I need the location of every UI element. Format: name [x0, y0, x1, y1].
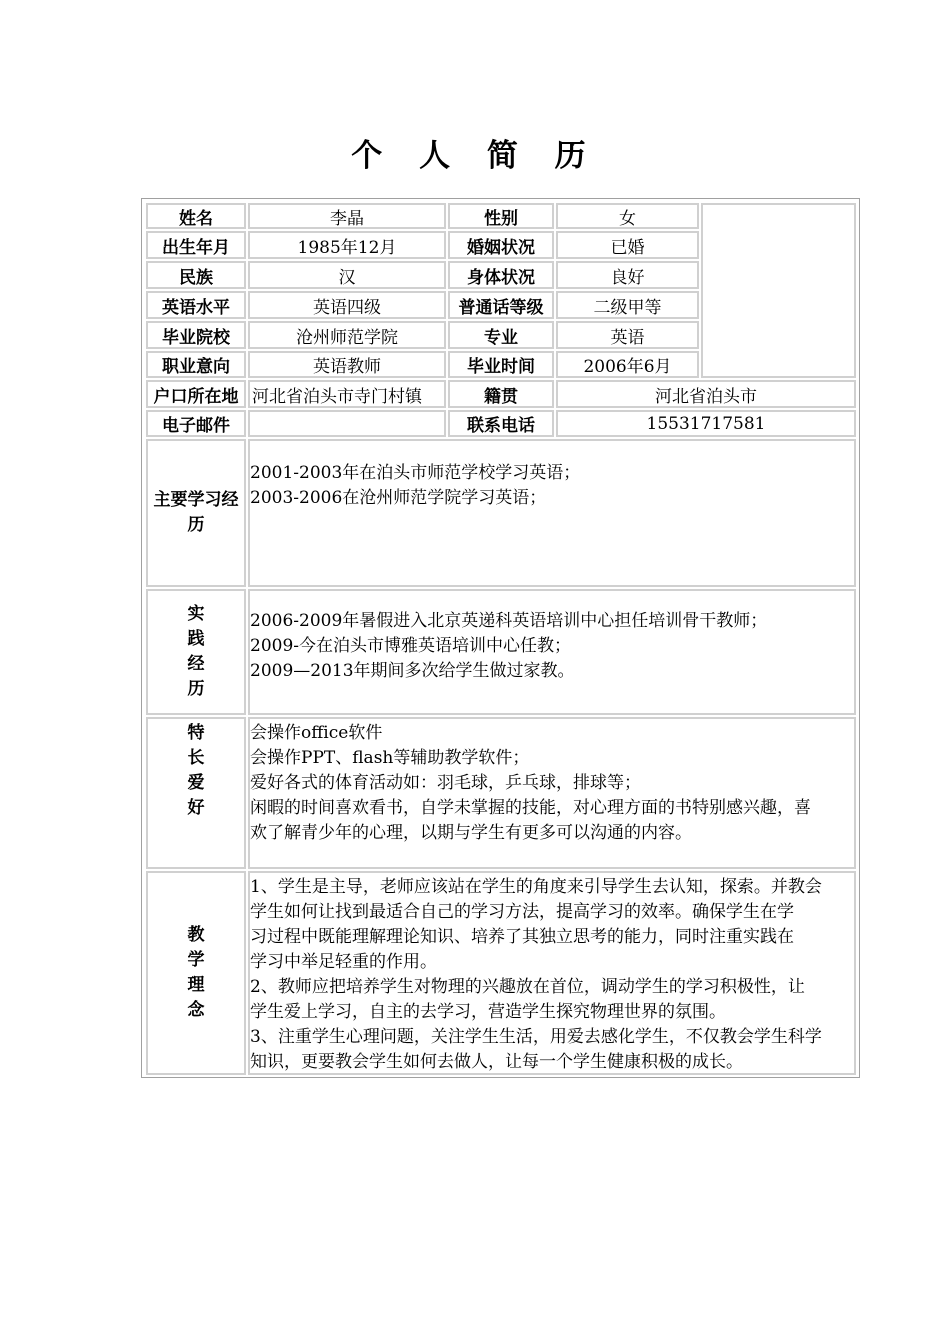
value-career: 英语教师: [248, 351, 446, 378]
label-practice-char: 经: [187, 654, 205, 674]
label-email: 电子邮件: [146, 410, 246, 437]
practice-line: 2009-今在泊头市博雅英语培训中心任教；: [250, 636, 572, 656]
practice-content: [248, 589, 856, 715]
label-grad-time: 毕业时间: [448, 351, 554, 378]
study-history-content: [248, 439, 856, 587]
label-marital: 婚姻状况: [448, 231, 554, 259]
label-phone: 联系电话: [448, 410, 554, 437]
label-gender: 性别: [448, 203, 554, 229]
practice-line: 2006-2009年暑假进入北京英递科英语培训中心担任培训骨干教师；: [250, 611, 768, 631]
label-ethnicity: 民族: [146, 261, 246, 289]
label-english: 英语水平: [146, 291, 246, 319]
teaching-line: 学习中举足轻重的作用。: [250, 952, 437, 972]
label-study-text: 主要学习经历: [153, 490, 239, 535]
hobby-line: 会操作office软件: [250, 723, 383, 743]
teaching-content: [248, 871, 856, 1075]
photo-cell: [701, 203, 856, 378]
label-major: 专业: [448, 321, 554, 349]
hobby-line: 会操作PPT、flash等辅助教学软件；: [250, 748, 530, 768]
value-school: 沧州师范学院: [248, 321, 446, 349]
label-mandarin: 普通话等级: [448, 291, 554, 319]
hobby-line: 欢了解青少年的心理，以期与学生有更多可以沟通的内容。: [250, 823, 692, 843]
label-hobby-char: 长: [187, 748, 205, 768]
value-native: 河北省泊头市: [556, 380, 856, 408]
label-teaching-char: 学: [187, 950, 205, 970]
label-practice: [146, 589, 246, 715]
hobby-content: [248, 717, 856, 869]
value-mandarin: 二级甲等: [556, 291, 699, 319]
label-practice-char: 历: [187, 679, 205, 699]
teaching-line: 习过程中既能理解理论知识、培养了其独立思考的能力，同时注重实践在: [250, 927, 794, 947]
teaching-line: 2、教师应把培养学生对物理的兴趣放在首位，调动学生的学习积极性，让: [250, 977, 805, 997]
label-health: 身体状况: [448, 261, 554, 289]
page-title: 个 人 简 历: [351, 138, 599, 174]
label-native: 籍贯: [448, 380, 554, 408]
label-birth: 出生年月: [146, 231, 246, 259]
value-email: [248, 410, 446, 437]
value-ethnicity: 汉: [248, 261, 446, 289]
label-hobby: [146, 717, 246, 869]
label-practice-char: 践: [187, 629, 205, 649]
teaching-line: 学生如何让找到最适合自己的学习方法，提高学习的效率。确保学生在学: [250, 902, 794, 922]
label-practice-char: 实: [187, 604, 205, 624]
teaching-line: 学生爱上学习，自主的去学习，营造学生探究物理世界的氛围。: [250, 1002, 726, 1022]
value-major: 英语: [556, 321, 699, 349]
label-hobby-char: 爱: [187, 773, 205, 793]
hobby-line: 闲暇的时间喜欢看书，自学未掌握的技能，对心理方面的书特别感兴趣，喜: [250, 798, 811, 818]
value-hukou: 河北省泊头市寺门村镇: [248, 380, 446, 408]
study-line: 2003-2006在沧州师范学院学习英语；: [250, 488, 547, 508]
value-gender: 女: [556, 203, 699, 229]
resume-table: [141, 198, 860, 1078]
value-health: 良好: [556, 261, 699, 289]
study-line: 2001-2003年在泊头市师范学校学习英语；: [250, 463, 581, 483]
label-name: 姓名: [146, 203, 246, 229]
label-hobby-char: 好: [187, 798, 205, 818]
value-marital: 已婚: [556, 231, 699, 259]
practice-line: 2009—2013年期间多次给学生做过家教。: [250, 661, 575, 681]
teaching-line: 3、注重学生心理问题，关注学生生活，用爱去感化学生，不仅教会学生科学: [250, 1027, 822, 1047]
value-english: 英语四级: [248, 291, 446, 319]
label-hukou: 户口所在地: [146, 380, 246, 408]
value-birth: 1985年12月: [248, 231, 446, 259]
value-phone: 15531717581: [556, 410, 856, 437]
label-teaching-char: 念: [187, 1000, 205, 1020]
teaching-line: 1、学生是主导，老师应该站在学生的角度来引导学生去认知，探索。并教会: [250, 877, 822, 897]
label-teaching-char: 教: [187, 925, 205, 945]
teaching-line: 知识，更要教会学生如何去做人，让每一个学生健康积极的成长。: [250, 1052, 743, 1072]
label-school: 毕业院校: [146, 321, 246, 349]
label-teaching-char: 理: [187, 975, 205, 995]
value-grad-time: 2006年6月: [556, 351, 699, 378]
label-hobby-char: 特: [187, 723, 205, 743]
hobby-line: 爱好各式的体育活动如：羽毛球，乒乓球，排球等；: [250, 773, 641, 793]
label-study-history: [146, 439, 246, 587]
label-career: 职业意向: [146, 351, 246, 378]
label-teaching: [146, 871, 246, 1075]
value-name: 李晶: [248, 203, 446, 229]
